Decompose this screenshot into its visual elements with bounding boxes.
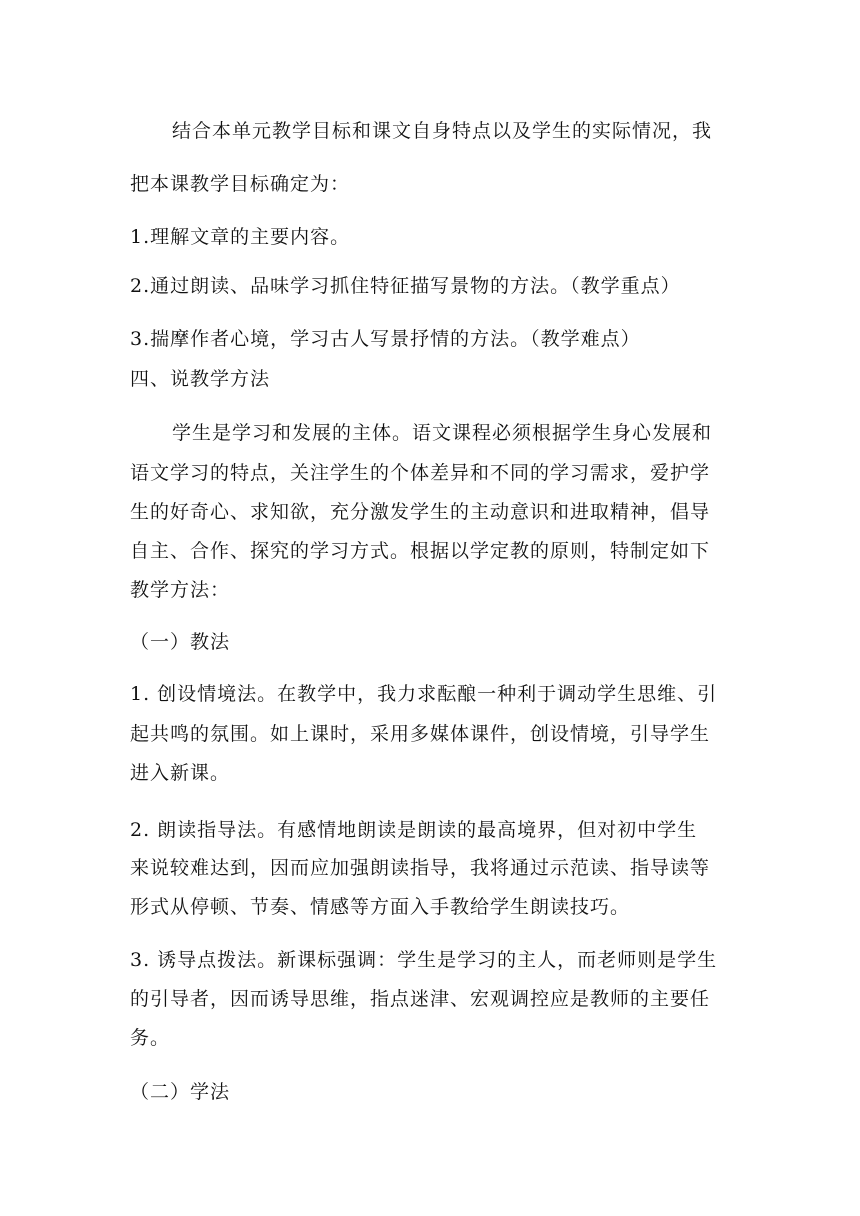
- paragraph-line: 务。: [130, 1027, 171, 1049]
- list-item: 2.通过朗读、品味学习抓住特征描写景物的方法。（教学重点）: [130, 275, 681, 297]
- subsection-heading: （一）教法: [130, 631, 231, 653]
- paragraph-line: 生的好奇心、求知欲，充分激发学生的主动意识和进取精神，倡导: [130, 501, 711, 523]
- paragraph-line: 把本课教学目标确定为：: [130, 173, 351, 195]
- paragraph-line: 起共鸣的氛围。如上课时，采用多媒体课件，创设情境，引导学生: [130, 723, 711, 745]
- paragraph-line: 进入新课。: [130, 762, 231, 784]
- paragraph-line: 学生是学习和发展的主体。语文课程必须根据学生身心发展和: [172, 422, 713, 444]
- list-item: 1.理解文章的主要内容。: [130, 226, 351, 248]
- paragraph-line: 的引导者，因而诱导思维，指点迷津、宏观调控应是教师的主要任: [130, 988, 711, 1010]
- list-item: 3.揣摩作者心境，学习古人写景抒情的方法。（教学难点）: [130, 328, 641, 350]
- paragraph-line: 教学方法：: [130, 579, 231, 601]
- paragraph-line: 自主、合作、探究的学习方式。根据以学定教的原则，特制定如下: [130, 540, 711, 562]
- paragraph-line: 结合本单元教学目标和课文自身特点以及学生的实际情况，我: [172, 120, 713, 142]
- subsection-heading: （二）学法: [130, 1081, 231, 1103]
- paragraph-line: 2. 朗读指导法。有感情地朗读是朗读的最高境界，但对初中学生: [130, 819, 698, 841]
- paragraph-line: 形式从停顿、节奏、情感等方面入手教给学生朗读技巧。: [130, 896, 631, 918]
- section-heading: 四、说教学方法: [130, 368, 271, 390]
- paragraph-line: 1. 创设情境法。在教学中，我力求酝酿一种利于调动学生思维、引: [130, 683, 718, 705]
- paragraph-line: 语文学习的特点，关注学生的个体差异和不同的学习需求，爱护学: [130, 462, 711, 484]
- paragraph-line: 来说较难达到，因而应加强朗读指导，我将通过示范读、指导读等: [130, 857, 711, 879]
- paragraph-line: 3. 诱导点拨法。新课标强调：学生是学习的主人，而老师则是学生: [130, 949, 718, 971]
